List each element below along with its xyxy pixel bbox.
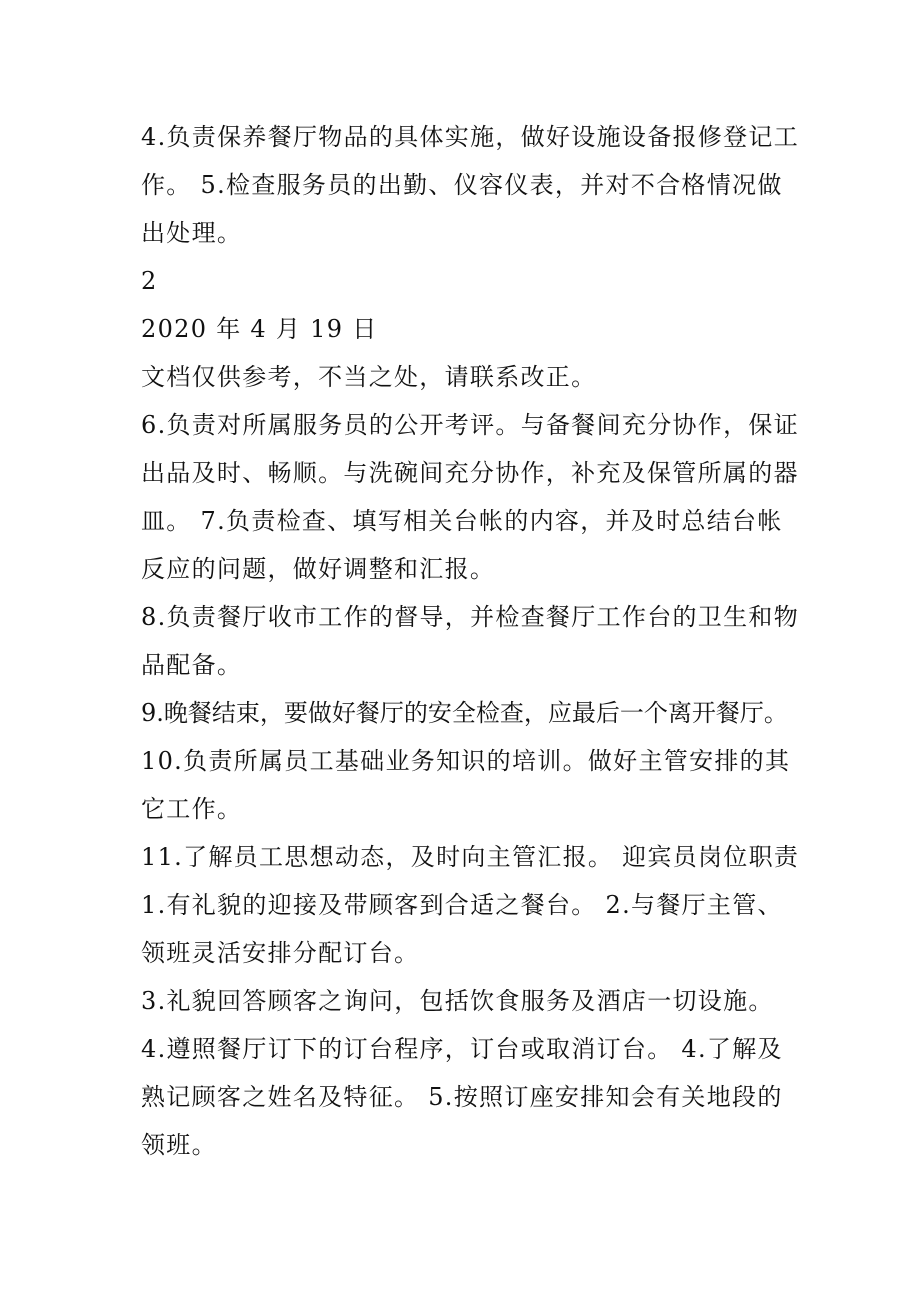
text-line-21: 熟记顾客之姓名及特征。 5.按照订座安排知会有关地段的: [141, 1083, 783, 1111]
text-line-3: 出处理。: [141, 219, 243, 247]
document-body: [141, 113, 800, 1169]
text-line-22: 领班。: [141, 1131, 217, 1159]
text-line-2: 作。 5.检查服务员的出勤、仪容仪表，并对不合格情况做: [141, 171, 783, 199]
disclaimer-line: 文档仅供参考，不当之处，请联系改正。: [141, 363, 597, 391]
text-line-17: 1.有礼貌的迎接及带顾客到合适之餐台。 2.与餐厅主管、: [141, 891, 783, 919]
text-line-13: 9.晚餐结束，要做好餐厅的安全检查，应最后一个离开餐厅。: [141, 699, 788, 727]
text-line-10: 反应的问题，做好调整和汇报。: [141, 555, 496, 583]
text-line-20: 4.遵照餐厅订下的订台程序，订台或取消订台。 4.了解及: [141, 1035, 783, 1063]
text-line-15: 它工作。: [141, 795, 243, 823]
text-line-14: 10.负责所属员工基础业务知识的培训。做好主管安排的其: [141, 747, 791, 775]
text-line-1: 4.负责保养餐厅物品的具体实施，做好设施设备报修登记工: [141, 123, 799, 151]
page-number: 2: [141, 267, 158, 295]
document-date: 2020 年 4 月 19 日: [141, 315, 378, 343]
text-line-7: 6.负责对所属服务员的公开考评。与备餐间充分协作，保证: [141, 411, 799, 439]
text-line-18: 领班灵活安排分配订台。: [141, 939, 420, 967]
text-line-11: 8.负责餐厅收市工作的督导，并检查餐厅工作台的卫生和物: [141, 603, 799, 631]
text-line-9: 皿。 7.负责检查、填写相关台帐的内容，并及时总结台帐: [141, 507, 783, 535]
text-line-12: 品配备。: [141, 651, 243, 679]
text-line-19: 3.礼貌回答顾客之询问，包括饮食服务及酒店一切设施。: [141, 987, 774, 1015]
text-line-8: 出品及时、畅顺。与洗碗间充分协作，补充及保管所属的器: [141, 459, 799, 487]
text-line-16: 11.了解员工思想动态，及时向主管汇报。 迎宾员岗位职责: [141, 843, 800, 871]
